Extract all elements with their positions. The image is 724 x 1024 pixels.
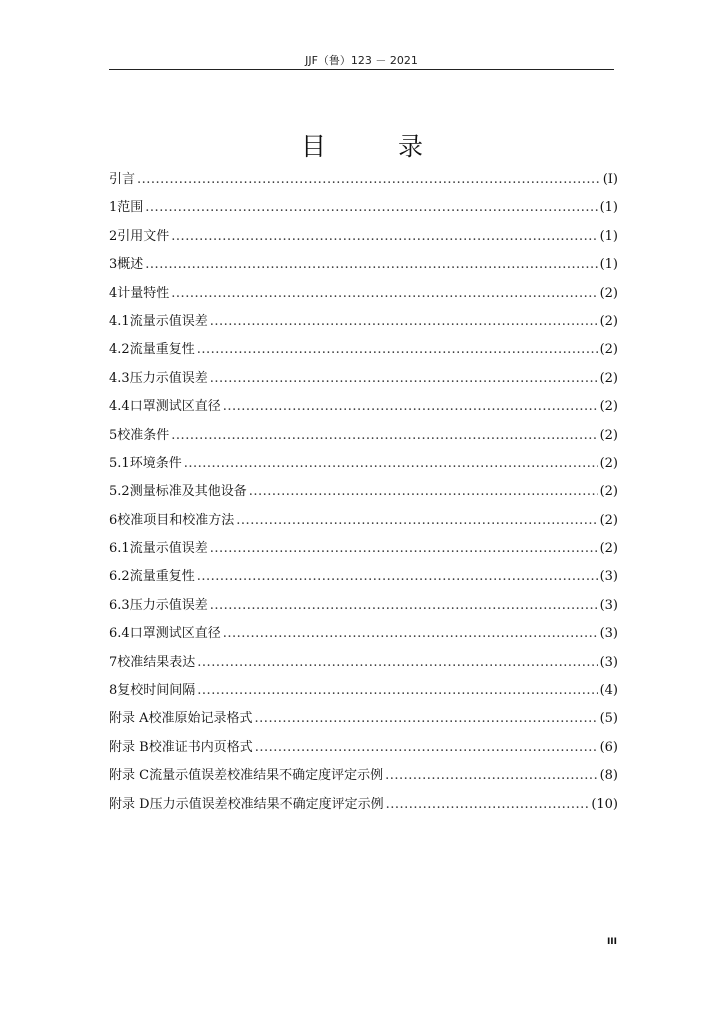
dot-leader <box>255 709 598 729</box>
dot-leader <box>210 312 598 332</box>
toc-entry-page: (6) <box>599 739 618 755</box>
toc-entry-title: 流量示值误差 <box>129 541 208 557</box>
toc-entry-title: 流量重复性 <box>129 342 195 358</box>
page-number: III <box>606 937 617 947</box>
toc-entry-number: 6 <box>109 512 118 528</box>
toc-entry[interactable] <box>109 397 618 425</box>
toc-entry[interactable] <box>109 227 618 255</box>
dot-leader <box>197 681 597 701</box>
toc-entry-title: 计量特性 <box>117 285 170 301</box>
toc-entry-page: (2) <box>599 370 618 386</box>
dot-leader <box>171 227 597 247</box>
dot-leader <box>197 653 597 673</box>
toc-entry-title: 概述 <box>117 257 144 273</box>
toc-entry-page: (2) <box>599 285 618 301</box>
toc-entry-title: 口罩测试区直径 <box>129 626 221 642</box>
toc-entry[interactable] <box>109 766 618 794</box>
toc-entry-title: 校准结果表达 <box>117 654 196 670</box>
toc-entry[interactable] <box>109 170 618 198</box>
toc-entry-title: 压力示值误差 <box>129 597 208 613</box>
toc-entry[interactable] <box>109 596 618 624</box>
dot-leader <box>171 426 597 446</box>
toc-entry[interactable] <box>109 681 618 709</box>
toc-entry-page: (1) <box>599 257 618 273</box>
toc-entry[interactable] <box>109 312 618 340</box>
dot-leader <box>236 511 597 531</box>
toc-entry[interactable] <box>109 255 618 283</box>
dot-leader <box>255 738 598 758</box>
dot-leader <box>210 369 598 389</box>
document-code-header: JJF（鲁）123 － 2021 <box>305 54 418 67</box>
toc-entry[interactable] <box>109 454 618 482</box>
toc-entry-title: 测量标准及其他设备 <box>129 484 247 500</box>
toc-entry-page: (2) <box>599 512 618 528</box>
toc-entry[interactable] <box>109 340 618 368</box>
toc-entry-page: (3) <box>599 626 618 642</box>
toc-entry-number: 5.1 <box>109 455 130 471</box>
toc-entry-title: 流量示值误差 <box>129 313 208 329</box>
toc-entry-title: 流量重复性 <box>129 569 195 585</box>
toc-entry-number: 附录 D <box>109 796 150 812</box>
toc-entry[interactable] <box>109 709 618 737</box>
toc-entry-title: 压力示值误差 <box>129 370 208 386</box>
toc-entry-page: (10) <box>591 796 618 812</box>
toc-entry[interactable] <box>109 567 618 595</box>
toc-entry-title: 环境条件 <box>129 455 182 471</box>
toc-entry-number: 附录 A <box>109 711 149 727</box>
toc-entry-number: 4.1 <box>109 313 130 329</box>
toc-entry-page: (1) <box>599 200 618 216</box>
toc-entry-title: 校准项目和校准方法 <box>117 512 235 528</box>
header-divider <box>109 69 614 70</box>
toc-entry[interactable] <box>109 539 618 567</box>
toc-entry-number: 附录 C <box>109 768 150 784</box>
toc-entry-page: (2) <box>599 427 618 443</box>
toc-entry[interactable] <box>109 482 618 510</box>
toc-entry-title: 范围 <box>117 200 144 216</box>
toc-entry-number: 4.2 <box>109 342 130 358</box>
toc-entry-page: (5) <box>599 711 618 727</box>
toc-entry-number: 4 <box>109 285 118 301</box>
toc-entry[interactable] <box>109 624 618 652</box>
toc-entry-title: 校准原始记录格式 <box>148 711 253 727</box>
toc-entry-page: (3) <box>599 597 618 613</box>
toc-entry-number: 4.3 <box>109 370 130 386</box>
toc-entry-title: 复校时间间隔 <box>117 683 196 699</box>
toc-entry-number: 5 <box>109 427 118 443</box>
toc-entry-number: 6.4 <box>109 626 130 642</box>
toc-entry-title: 口罩测试区直径 <box>129 399 221 415</box>
dot-leader <box>249 482 598 502</box>
toc-entry[interactable] <box>109 284 618 312</box>
dot-leader <box>145 198 597 218</box>
toc-entry-number: 8 <box>109 683 118 699</box>
toc-entry-page: (2) <box>599 541 618 557</box>
toc-entry-page: (I) <box>602 172 618 187</box>
toc-entry-number: 2 <box>109 228 118 244</box>
dot-leader <box>137 170 601 190</box>
toc-entry-number: 6.1 <box>109 541 130 557</box>
dot-leader <box>197 567 598 587</box>
toc-entry-title: 引用文件 <box>117 228 170 244</box>
dot-leader <box>210 539 598 559</box>
toc-entry-page: (8) <box>599 768 618 784</box>
toc-entry-number: 7 <box>109 654 118 670</box>
table-of-contents <box>109 170 618 823</box>
toc-entry-title: 压力示值误差校准结果不确定度评定示例 <box>149 796 384 812</box>
toc-entry-page: (1) <box>599 228 618 244</box>
toc-entry-title: 校准条件 <box>117 427 170 443</box>
toc-entry[interactable] <box>109 795 618 823</box>
dot-leader <box>145 255 597 275</box>
toc-entry-number: 6.3 <box>109 597 130 613</box>
toc-entry-page: (3) <box>599 654 618 670</box>
toc-entry[interactable] <box>109 426 618 454</box>
toc-entry-page: (4) <box>599 683 618 699</box>
toc-entry-page: (2) <box>599 342 618 358</box>
toc-entry[interactable] <box>109 369 618 397</box>
toc-entry-title: 引言 <box>109 172 136 187</box>
toc-entry[interactable] <box>109 511 618 539</box>
dot-leader <box>385 766 597 786</box>
dot-leader <box>171 284 597 304</box>
toc-entry-page: (2) <box>599 399 618 415</box>
toc-entry[interactable] <box>109 198 618 226</box>
toc-entry-number: 4.4 <box>109 399 130 415</box>
toc-entry-number: 附录 B <box>109 739 149 755</box>
dot-leader <box>210 596 598 616</box>
toc-entry-number: 5.2 <box>109 484 130 500</box>
toc-entry-title: 校准证书内页格式 <box>148 739 253 755</box>
toc-entry-title: 流量示值误差校准结果不确定度评定示例 <box>149 768 384 784</box>
dot-leader <box>184 454 598 474</box>
toc-entry-number: 3 <box>109 257 118 273</box>
toc-entry-page: (2) <box>599 313 618 329</box>
toc-entry-number: 1 <box>109 200 118 216</box>
toc-entry-page: (3) <box>599 569 618 585</box>
page-title: 目 录 <box>301 131 455 161</box>
toc-entry[interactable] <box>109 653 618 681</box>
dot-leader <box>386 795 590 815</box>
dot-leader <box>197 340 598 360</box>
toc-entry[interactable] <box>109 738 618 766</box>
toc-entry-number: 6.2 <box>109 569 130 585</box>
toc-entry-page: (2) <box>599 455 618 471</box>
dot-leader <box>223 397 598 417</box>
toc-entry-page: (2) <box>599 484 618 500</box>
dot-leader <box>223 624 598 644</box>
